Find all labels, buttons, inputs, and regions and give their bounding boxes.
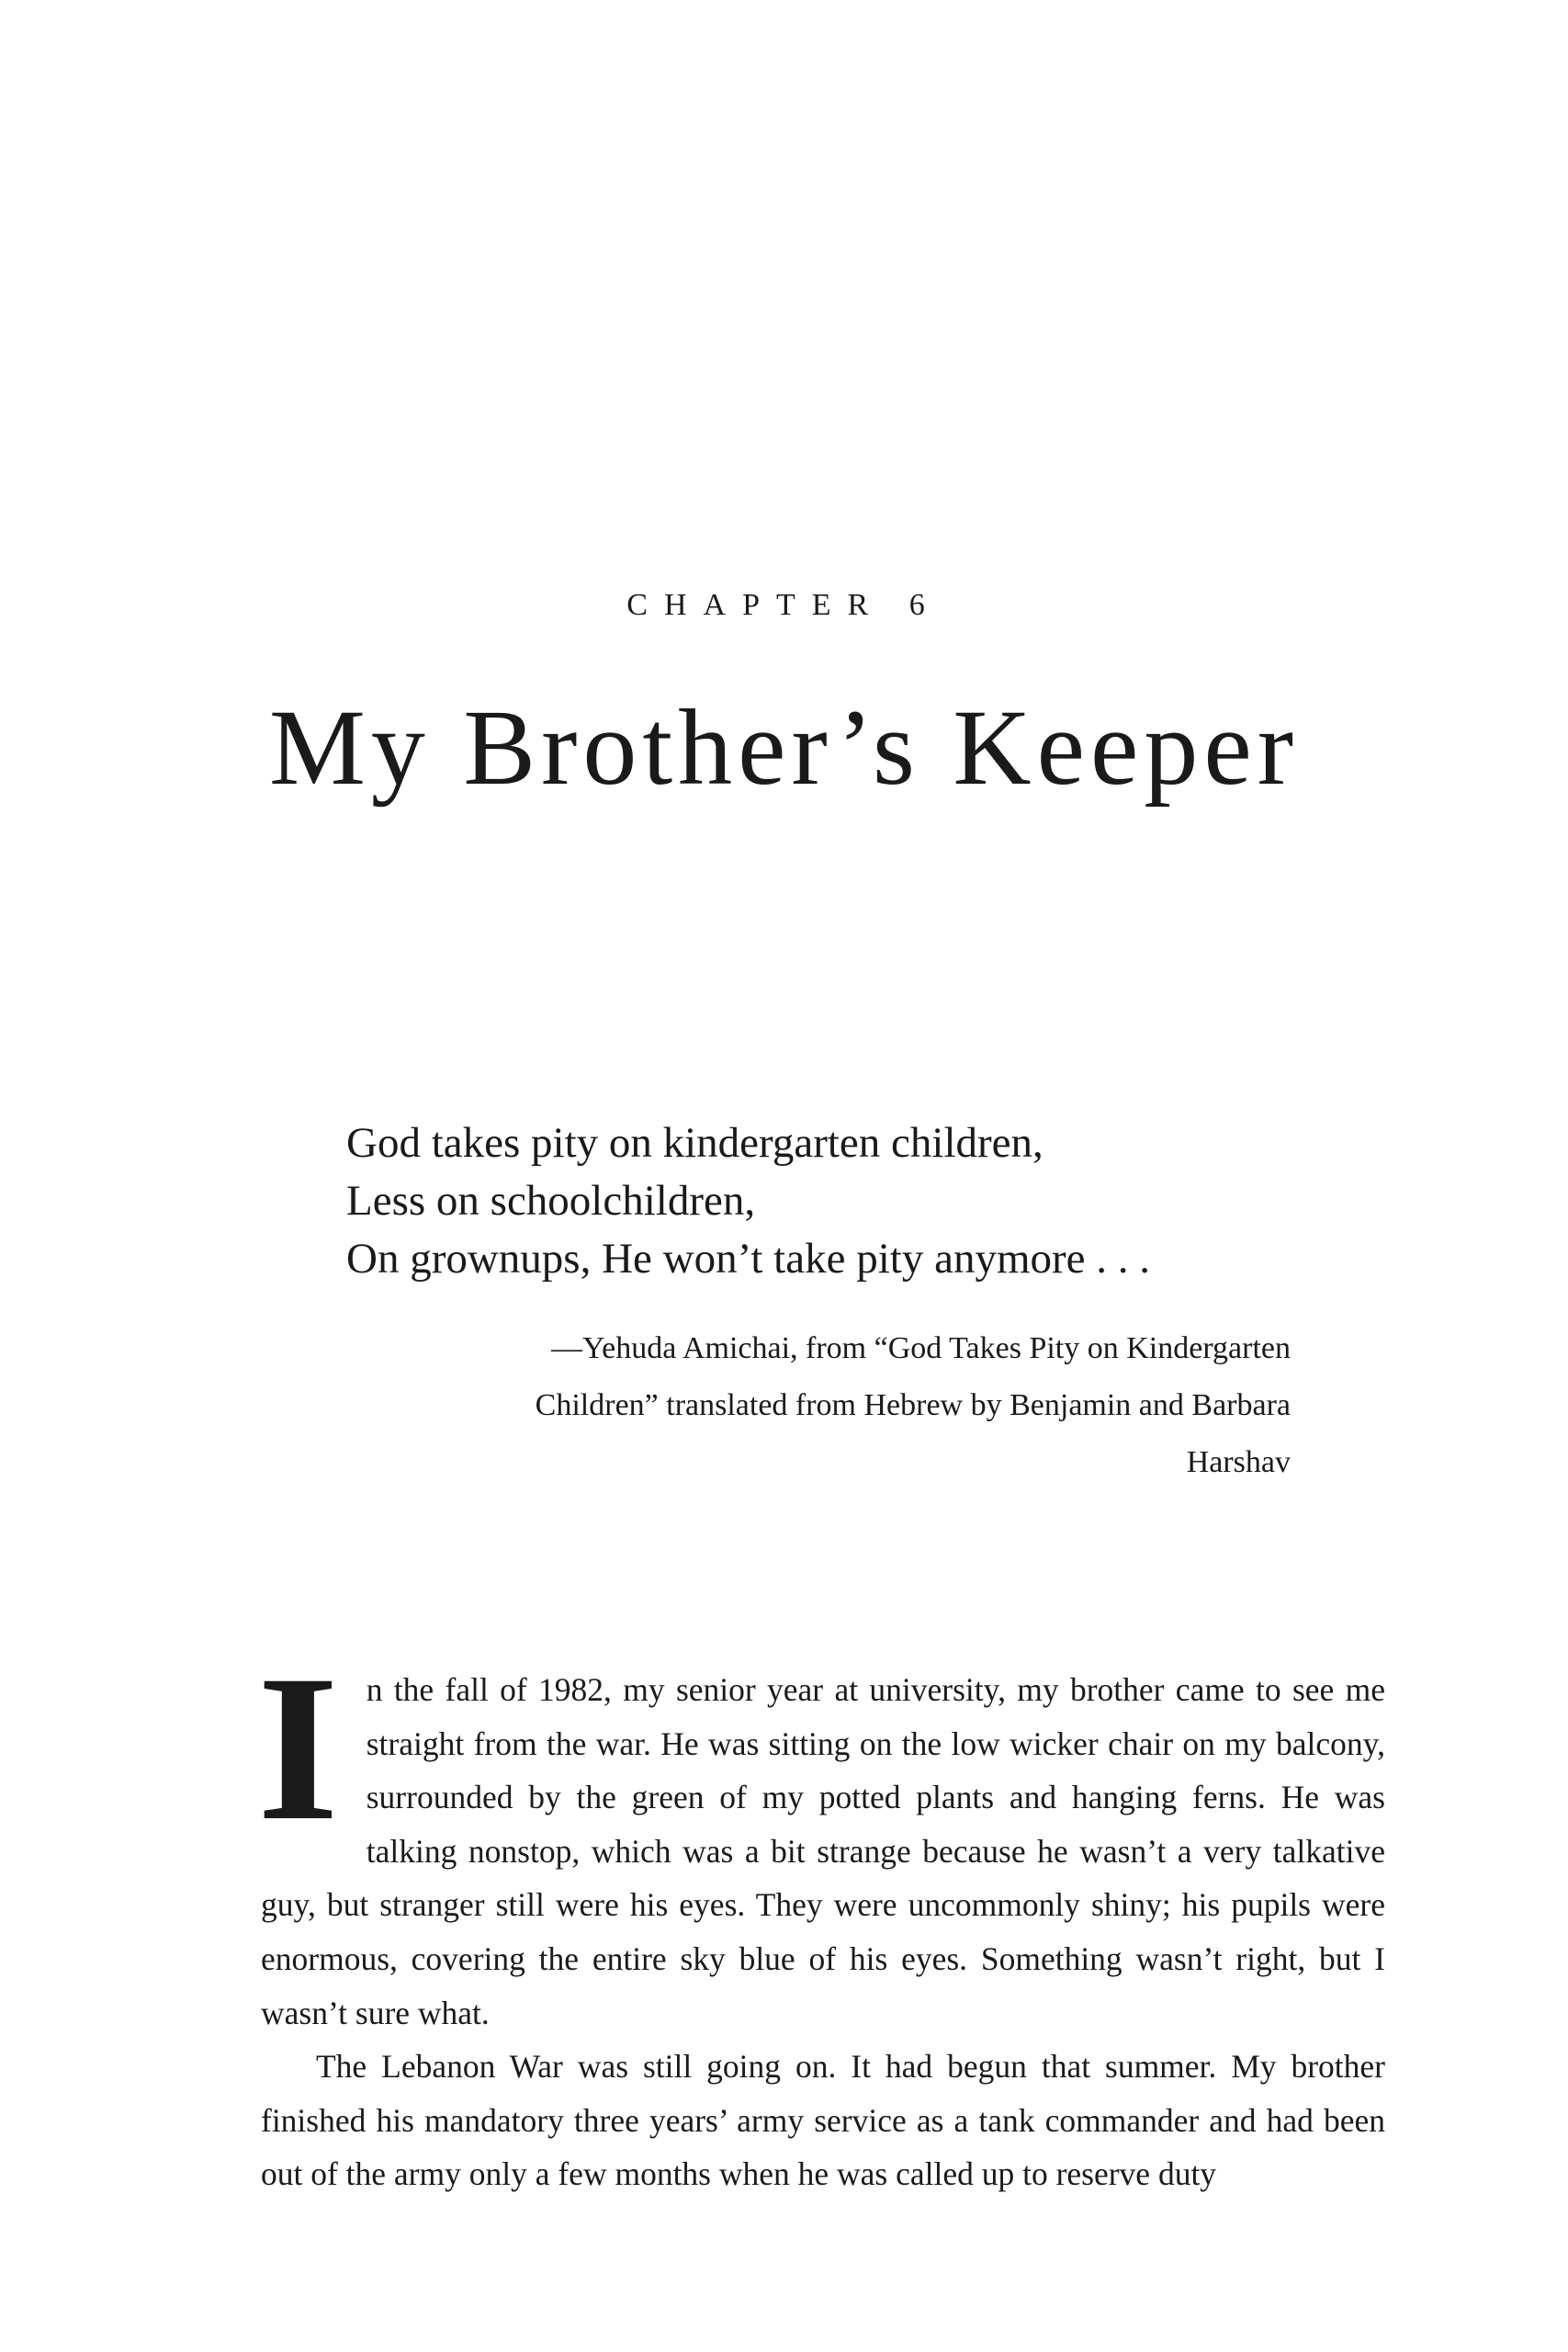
body-text	[257, 1633, 1385, 2201]
epigraph-line: Less on schoolchildren,	[346, 1177, 756, 1225]
epigraph	[346, 1114, 1302, 1288]
drop-cap: I	[257, 1633, 339, 1864]
paragraph-1-text: n the fall of 1982, my senior year at university, my brother came to see me straight from the war. He was sitting on the low wicker chair on my balcony, surrounded by the green of my potted plants and hanging ferns. He was talking nonstop, which was a bit strange because he wasn’t a very talkative guy, but stranger still were his eyes. They were uncommonly shiny; his pupils were enormous, covering the entire sky blue of his eyes. Something wasn’t right, but I wasn’t sure what.	[261, 1671, 1385, 2031]
chapter-label: CHAPTER 6	[626, 588, 942, 622]
epigraph-attribution: —Yehuda Amichai, from “God Takes Pity on Kindergarten Children” translated from Hebrew by Benjamin and Barbara Harshav	[535, 1331, 1291, 1479]
epigraph-line: God takes pity on kindergarten children,	[346, 1119, 1043, 1167]
paragraph-1	[257, 1633, 1385, 2040]
paragraph-2: The Lebanon War was still going on. It had begun that summer. My brother finished his mandatory three years’ army service as a tank commander and had been out of the army only a few months when he was called up to reserve duty	[261, 2048, 1385, 2193]
epigraph-line: On grownups, He won’t take pity anymore . . .	[346, 1235, 1151, 1283]
chapter-title: My Brother’s Keeper	[268, 687, 1300, 808]
